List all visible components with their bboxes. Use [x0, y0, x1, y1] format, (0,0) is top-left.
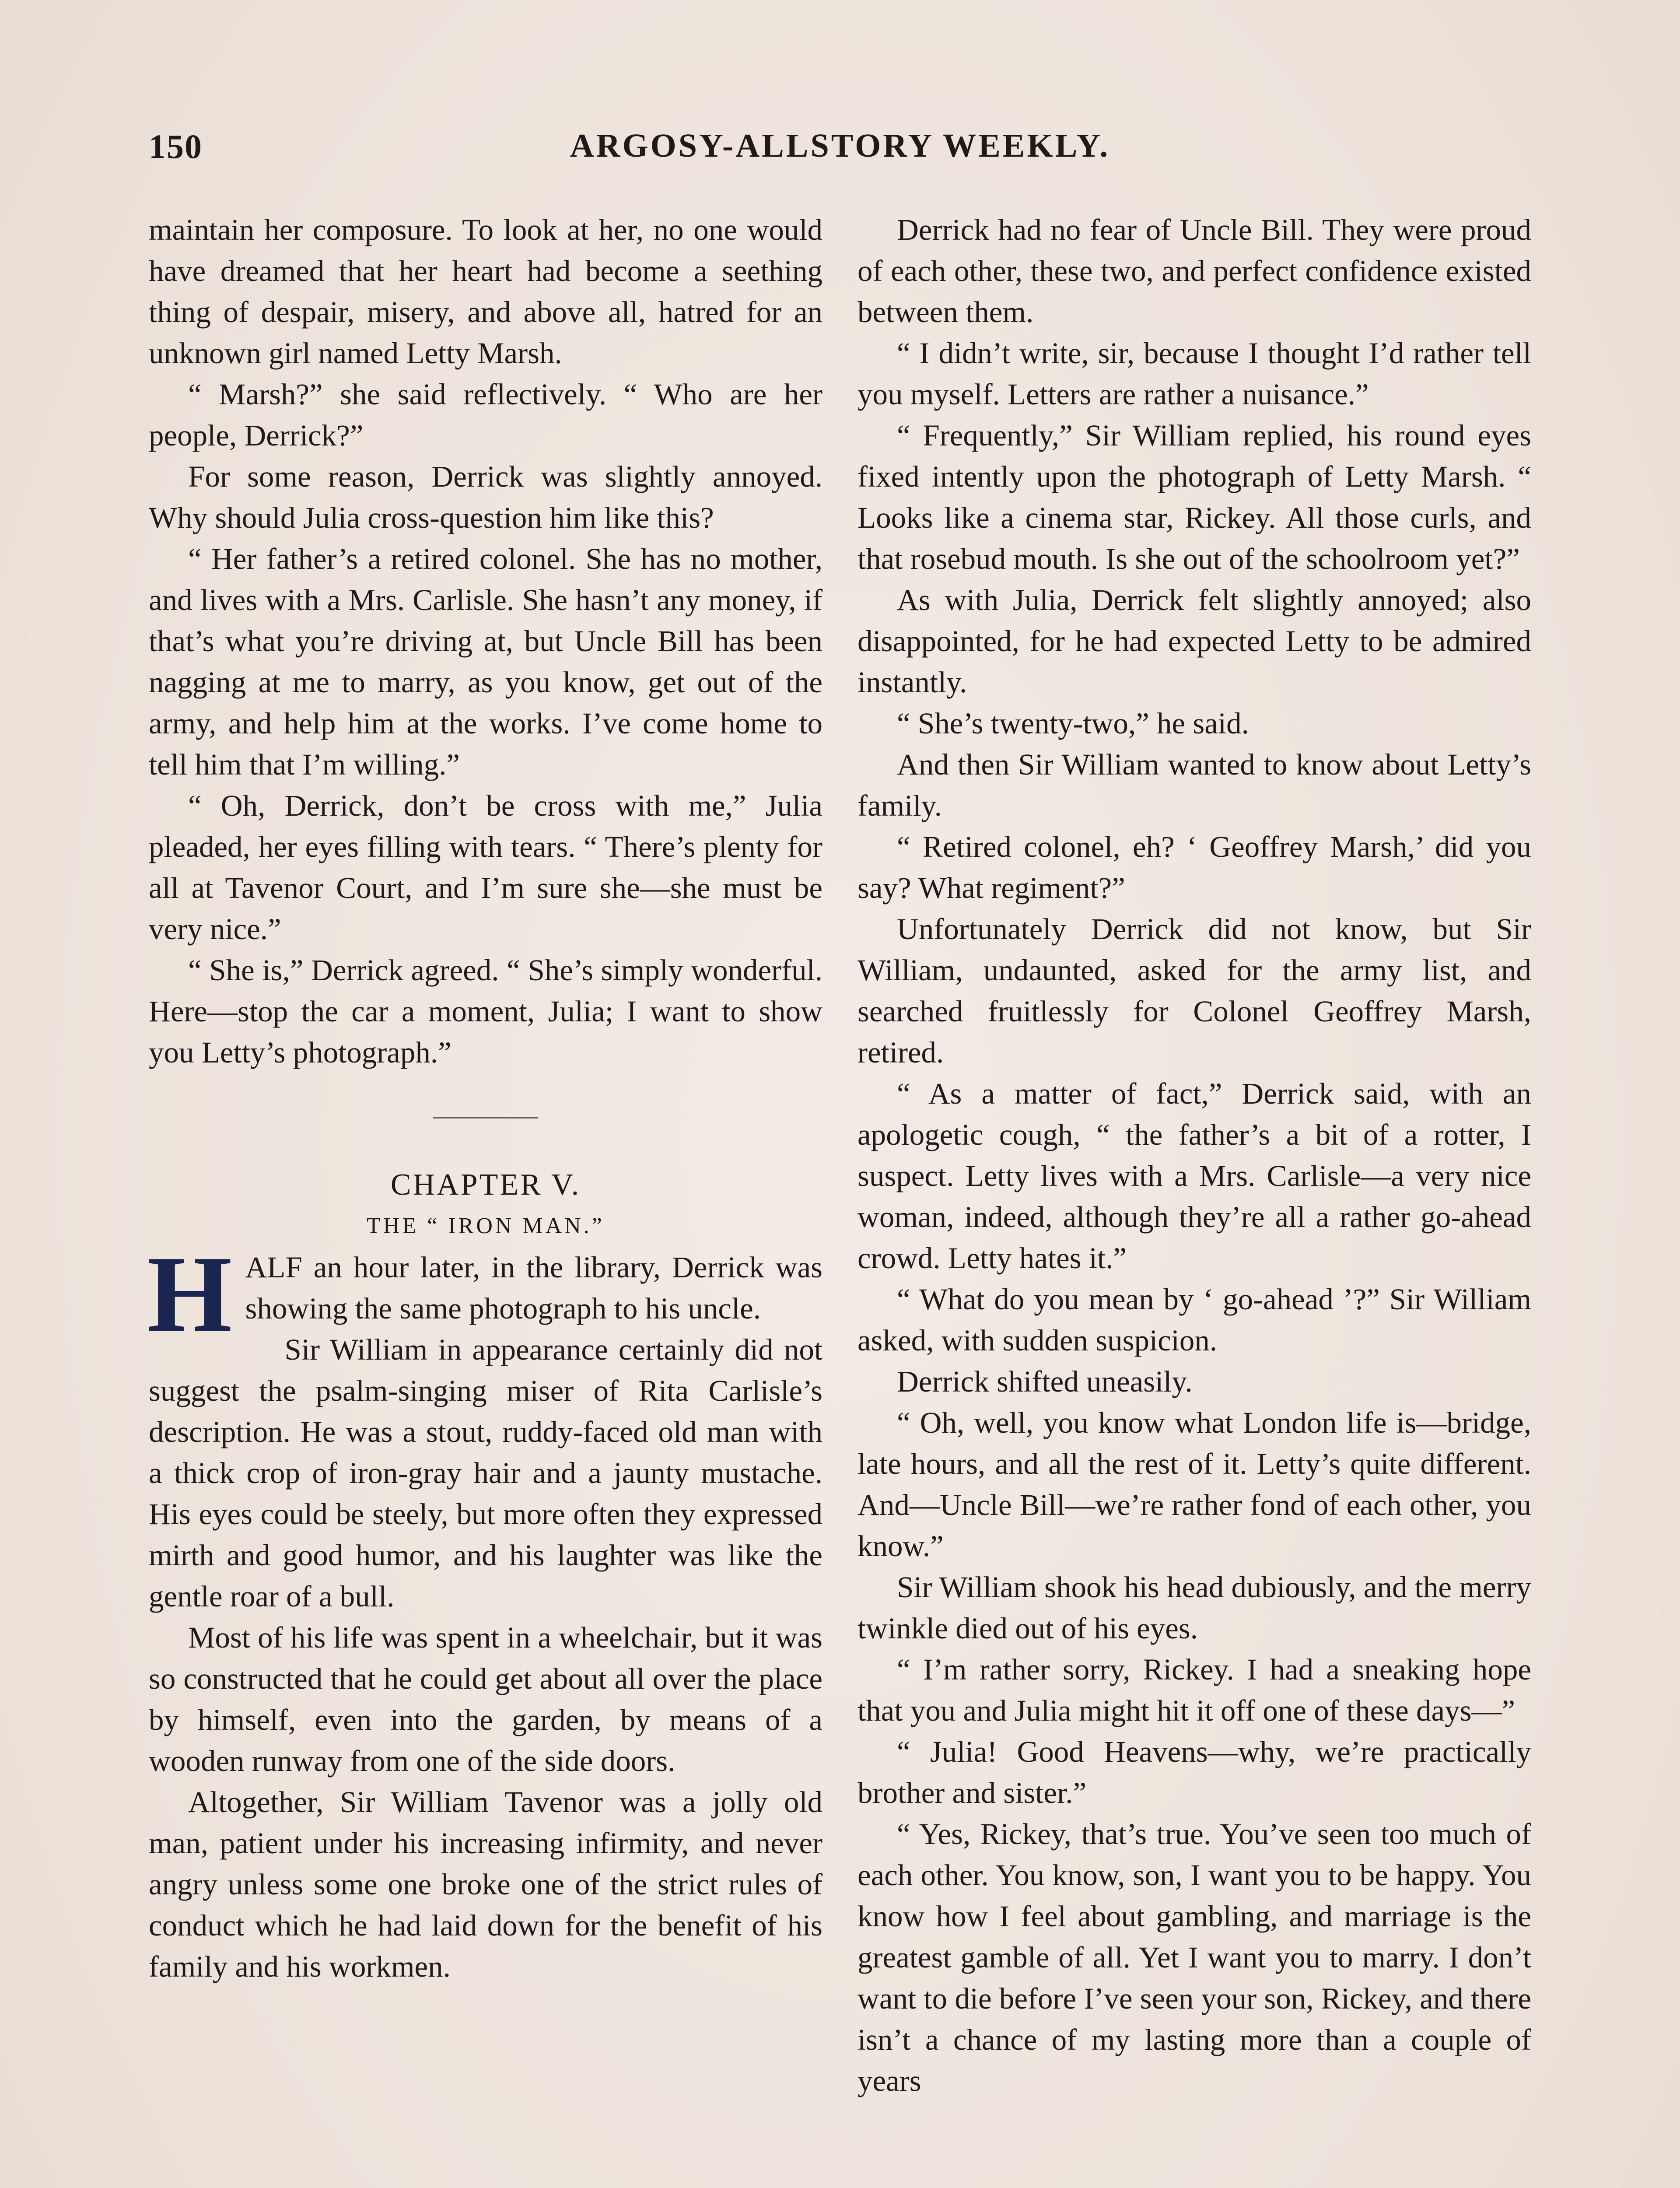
running-head: ARGOSY-ALLSTORY WEEKLY. [570, 127, 1110, 164]
paragraph: “ Yes, Rickey, that’s true. You’ve seen too much of each other. You know, son, I want you to be happy. You know how I feel about gambling, and marriage is the greatest gamble of all. Yet I want you to marry. I don’t want to die before I’ve seen your son, Rickey, and there isn’t a chance of my lasting more than a couple of years [858, 1817, 1531, 2097]
paragraph: Most of his life was spent in a wheelchair, but it was so constructed that he could get about all over the place by himself, even into the garden, by means of a wooden runway from one of the side doors. [149, 1621, 822, 1778]
paragraph: Derrick had no fear of Uncle Bill. They were proud of each other, these two, and perfect confidence existed between them. [858, 213, 1531, 329]
right-column [858, 209, 1531, 2101]
chapter-subtitle: THE “ IRON MAN.” [367, 1213, 605, 1238]
paragraph: “ I’m rather sorry, Rickey. I had a sneaking hope that you and Julia might hit it off one of these days—” [858, 1653, 1531, 1727]
paragraph: “ Oh, Derrick, don’t be cross with me,” Julia pleaded, her eyes filling with tears. “ There’s plenty for all at Tavenor Court, and I’m sure she—she must be very nice.” [149, 789, 822, 946]
paragraph: “ Oh, well, you know what London life is—bridge, late hours, and all the rest of it. Letty’s quite different. And—Uncle Bill—we’re rather fond of each other, you know.” [858, 1406, 1531, 1563]
page-header [149, 127, 1531, 175]
paragraph: As with Julia, Derrick felt slightly annoyed; also disappointed, for he had expected Letty to be admired instantly. [858, 583, 1531, 699]
paragraph: “ Retired colonel, eh? ‘ Geoffrey Marsh,’ did you say? What regiment?” [858, 830, 1531, 905]
paragraph: maintain her composure. To look at her, no one would have dreamed that her heart had become a seething thing of despair, misery, and above all, hatred for an unknown girl named Letty Marsh. [149, 213, 822, 370]
left-column [149, 209, 822, 1987]
paragraph: “ What do you mean by ‘ go-ahead ’?” Sir William asked, with sudden suspicion. [858, 1283, 1531, 1357]
paragraph: “ Julia! Good Heavens—why, we’re practically brother and sister.” [858, 1735, 1531, 1809]
paragraph: “ As a matter of fact,” Derrick said, with an apologetic cough, “ the father’s a bit of a rotter, I suspect. Letty lives with a Mrs. Carlisle—a very nice woman, indeed, although they’re all a rather go-ahead crowd. Letty hates it.” [858, 1077, 1531, 1275]
paragraph: Sir William in appearance certainly did not suggest the psalm-singing miser of Rita Carlisle’s description. He was a stout, ruddy-faced old man with a thick crop of iron-gray hair and a jaunty mustache. His eyes could be steely, but more often they expressed mirth and good humor, and his laughter was like the gentle roar of a bull. [149, 1333, 822, 1613]
paragraph: Altogether, Sir William Tavenor was a jolly old man, patient under his increasing infirmity, and never angry unless some one broke one of the strict rules of conduct which he had laid down for the benefit of his family and his workmen. [149, 1785, 822, 1983]
paragraph: And then Sir William wanted to know about Letty’s family. [858, 748, 1531, 822]
paragraph: Unfortunately Derrick did not know, but Sir William, undaunted, asked for the army list, and searched fruitlessly for Colonel Geoffrey Marsh, retired. [858, 912, 1531, 1069]
paragraph: “ Frequently,” Sir William replied, his round eyes fixed intently upon the photograph of Letty Marsh. “ Looks like a cinema star, Rickey. All those curls, and that rosebud mouth. Is she out of the schoolroom yet?” [858, 419, 1531, 575]
paragraph: “ Her father’s a retired colonel. She has no mother, and lives with a Mrs. Carlisle. She hasn’t any money, if that’s what you’re driving at, but Uncle Bill has been nagging at me to marry, as you know, get out of the army, and help him at the works. I’ve come home to tell him that I’m willing.” [149, 542, 822, 781]
dropcap-paragraph-text: ALF an hour later, in the library, Derrick was showing the same photograph to his uncle. [245, 1251, 822, 1325]
paragraph: “ She’s twenty-two,” he said. [897, 707, 1249, 740]
paragraph: Sir William shook his head dubiously, and the merry twinkle died out of his eyes. [858, 1571, 1531, 1645]
dropcap-paragraph [147, 1234, 822, 1355]
section-divider [433, 1117, 538, 1119]
paragraph: “ She is,” Derrick agreed. “ She’s simply wonderful. Here—stop the car a moment, Julia; I want to show you Letty’s photograph.” [149, 954, 822, 1069]
chapter-title: CHAPTER V. [390, 1168, 581, 1202]
paragraph: For some reason, Derrick was slightly annoyed. Why should Julia cross-question him like this? [149, 460, 822, 534]
paragraph: “ Marsh?” she said reflectively. “ Who are her people, Derrick?” [149, 378, 822, 452]
paragraph: “ I didn’t write, sir, because I thought I’d rather tell you myself. Letters are rather a nuisance.” [858, 337, 1531, 411]
page-number: 150 [149, 127, 203, 165]
drop-cap-letter: H [147, 1234, 232, 1355]
paragraph: Derrick shifted uneasily. [897, 1365, 1193, 1398]
